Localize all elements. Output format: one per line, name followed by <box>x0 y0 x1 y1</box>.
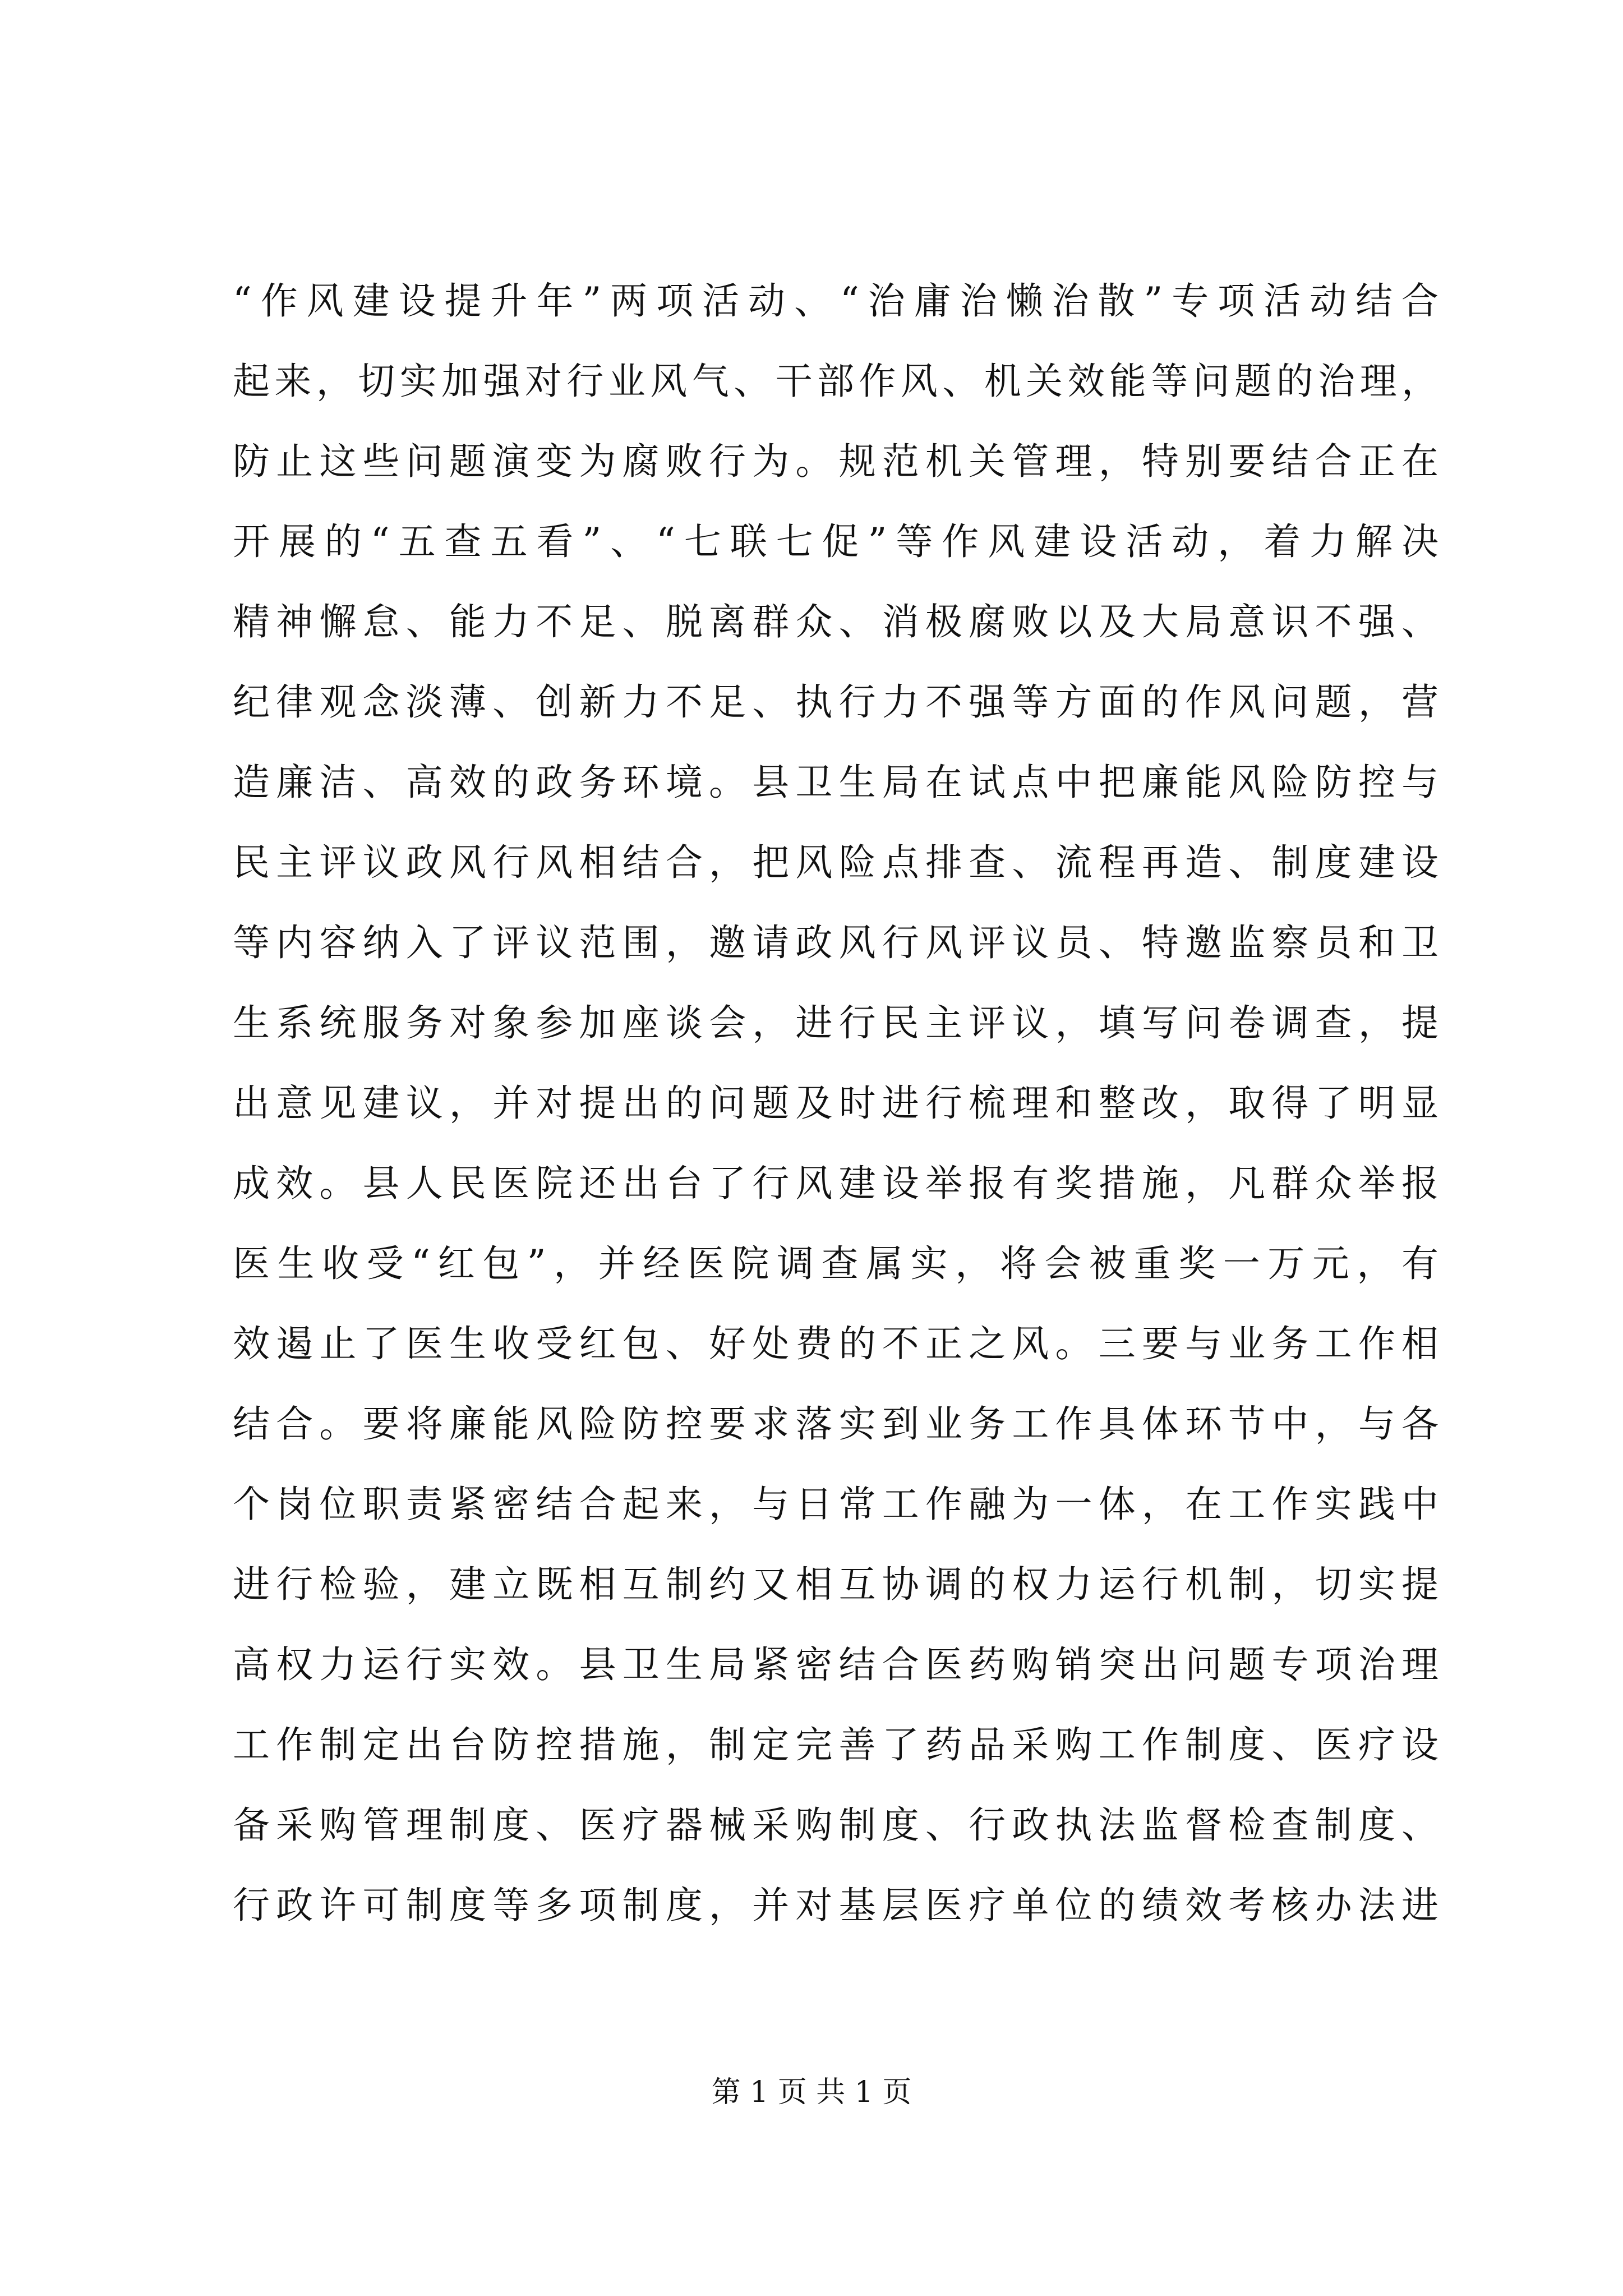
text-line: 备采购管理制度、医疗器械采购制度、行政执法监督检查制度、 <box>233 1803 1438 1847</box>
text-line: 个岗位职责紧密结合起来，与日常工作融为一体，在工作实践中 <box>233 1483 1438 1526</box>
body-text <box>233 261 1438 1945</box>
text-line: 结合。要将廉能风险防控要求落实到业务工作具体环节中，与各 <box>233 1402 1438 1446</box>
text-line: 行政许可制度等多项制度，并对基层医疗单位的绩效考核办法进 <box>233 1884 1438 1927</box>
text-line: 工作制定出台防控措施，制定完善了药品采购工作制度、医疗设 <box>233 1723 1438 1766</box>
text-line: 开展的“五查五看”、“七联七促”等作风建设活动，着力解决 <box>233 520 1438 563</box>
text-line: 高权力运行实效。县卫生局紧密结合医药购销突出问题专项治理 <box>233 1643 1438 1686</box>
text-line: 防止这些问题演变为腐败行为。规范机关管理，特别要结合正在 <box>233 440 1438 483</box>
text-line: 效遏止了医生收受红包、好处费的不正之风。三要与业务工作相 <box>233 1322 1438 1365</box>
text-line: 成效。县人民医院还出台了行风建设举报有奖措施，凡群众举报 <box>233 1162 1438 1205</box>
text-line: 精神懈怠、能力不足、脱离群众、消极腐败以及大局意识不强、 <box>233 600 1438 643</box>
text-line: 起来，切实加强对行业风气、干部作风、机关效能等问题的治理， <box>233 360 1438 403</box>
text-line: 生系统服务对象参加座谈会，进行民主评议，填写问卷调查，提 <box>233 1001 1438 1045</box>
page-footer: 第 1 页 共 1 页 <box>711 2076 912 2109</box>
text-line: 造廉洁、高效的政务环境。县卫生局在试点中把廉能风险防控与 <box>233 761 1438 804</box>
text-line: 进行检验，建立既相互制约又相互协调的权力运行机制，切实提 <box>233 1563 1438 1606</box>
text-line: 民主评议政风行风相结合，把风险点排查、流程再造、制度建设 <box>233 841 1438 884</box>
text-line: 出意见建议，并对提出的问题及时进行梳理和整改，取得了明显 <box>233 1082 1438 1125</box>
text-line: 医生收受“红包”，并经医院调查属实，将会被重奖一万元，有 <box>233 1242 1438 1285</box>
text-line: 等内容纳入了评议范围，邀请政风行风评议员、特邀监察员和卫 <box>233 921 1438 964</box>
text-line: “作风建设提升年”两项活动、“治庸治懒治散”专项活动结合 <box>233 279 1438 323</box>
text-line: 纪律观念淡薄、创新力不足、执行力不强等方面的作风问题，营 <box>233 680 1438 724</box>
